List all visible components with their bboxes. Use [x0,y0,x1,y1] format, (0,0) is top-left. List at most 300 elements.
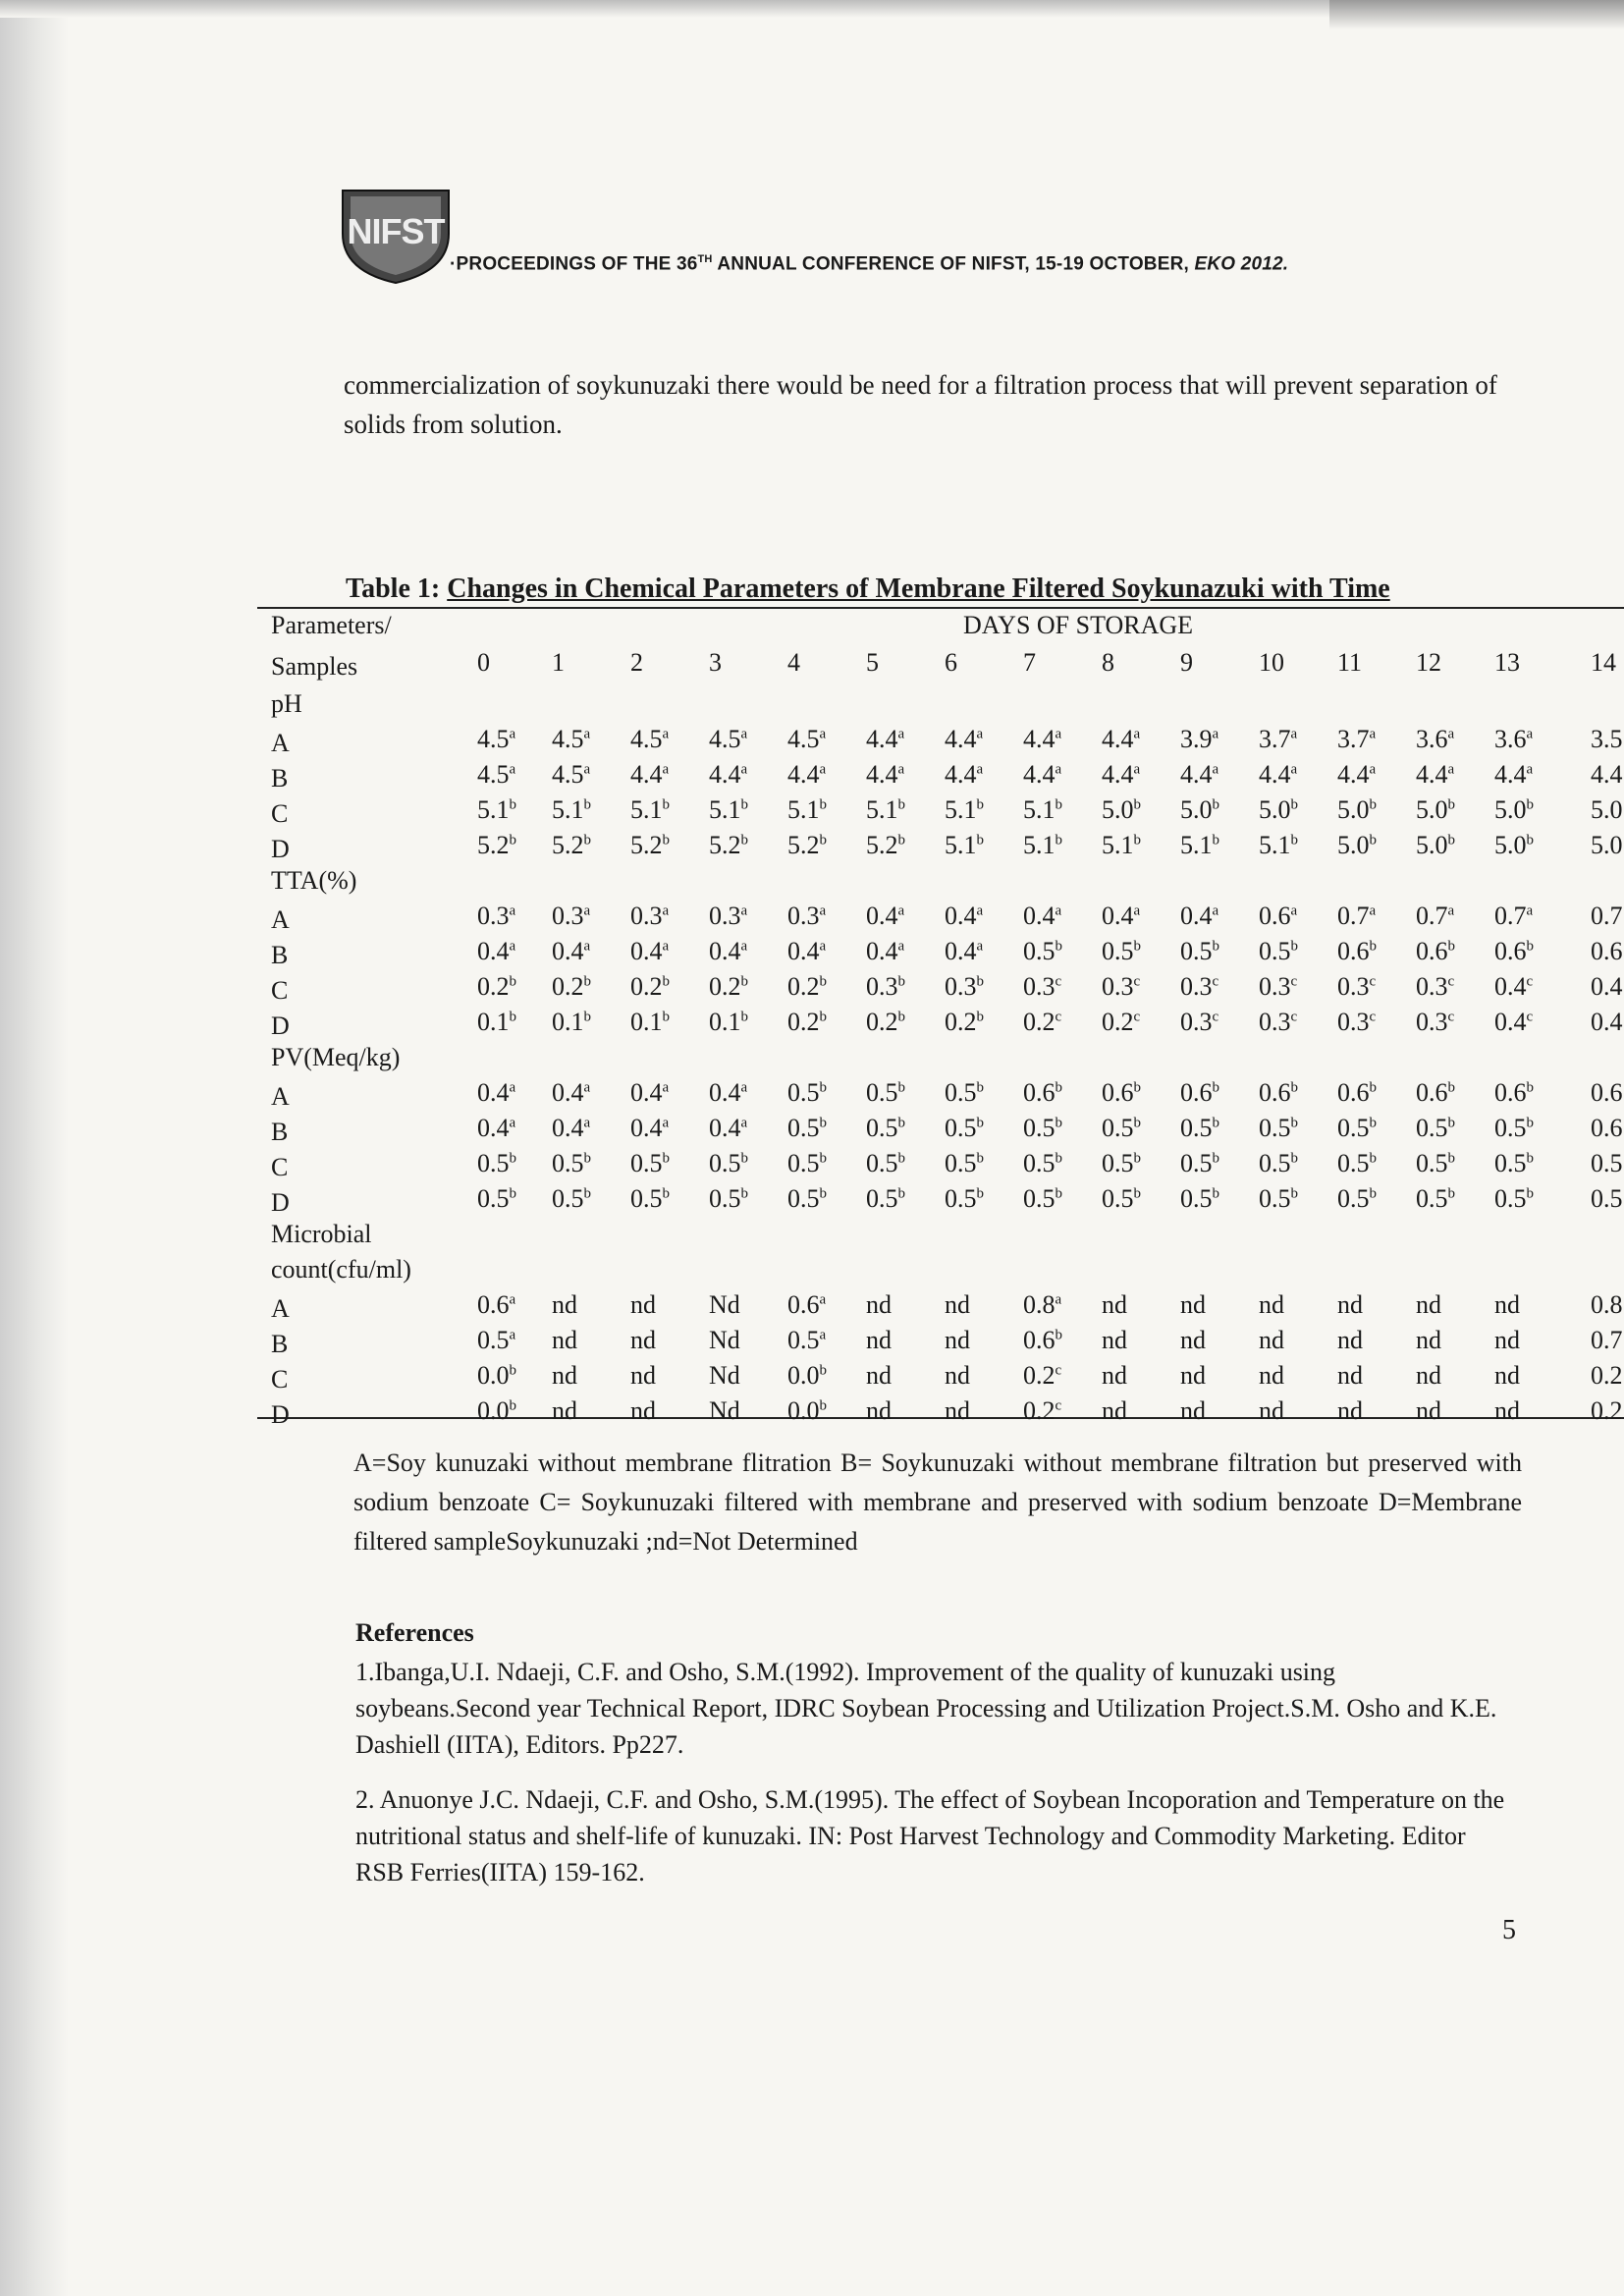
sample-label: B [271,1118,289,1146]
cell-superscript: b [509,832,516,848]
cell-superscript: b [740,1185,748,1202]
cell-superscript: a [509,761,516,778]
cell-superscript: b [1290,832,1298,848]
sample-label: D [271,835,290,863]
cell-value: 0.3 [1180,1008,1213,1036]
cell-value: 0.4 [1102,902,1134,930]
cell-value: 0.7 [1416,902,1448,930]
cell-value: nd [1259,1396,1284,1425]
table-cell [945,1149,984,1178]
cell-superscript: a [1526,726,1534,742]
cell-value: 4.4 [1180,760,1213,789]
group-label: PV(Meq/kg) [271,1043,401,1071]
table-cell [1023,1184,1062,1214]
cell-superscript: a [1290,902,1298,919]
table-cell [1102,1078,1141,1108]
table-cell [709,760,747,790]
cell-value: nd [866,1361,892,1390]
cell-superscript: a [1290,761,1298,778]
cell-value: 0.5 [945,1184,977,1213]
cell-superscript: b [740,796,748,813]
table-cell [552,1008,591,1037]
cell-value: nd [866,1326,892,1354]
cell-superscript: b [509,796,516,813]
cell-superscript: b [1212,1185,1219,1202]
table-cell [1337,1149,1377,1178]
cell-superscript: b [897,973,905,990]
cell-superscript: b [662,1009,670,1025]
table-cell [1180,725,1218,754]
cell-superscript: c [1212,973,1219,990]
table-cell [477,1078,515,1108]
cell-value: nd [945,1361,970,1390]
cell-superscript: b [1212,1150,1219,1167]
cell-superscript: b [819,1397,827,1414]
table-cell [1416,1184,1455,1214]
table-cell [1259,1078,1298,1108]
cell-superscript: c [1369,973,1377,990]
table-cell [552,795,591,825]
table-cell [709,902,747,931]
cell-superscript: a [819,1291,827,1308]
table-cell [945,902,983,931]
table-cell [552,831,591,860]
cell-value: 0.3 [1337,1008,1370,1036]
cell-value: 0.5 [1180,1114,1213,1142]
scan-corner-shadow [1329,0,1624,29]
table-cell [866,1184,905,1214]
table-cell [1023,1326,1062,1355]
table-cell [630,760,669,790]
table-cell [1494,1008,1533,1037]
table-cell [1416,1008,1454,1037]
table-cell [866,937,904,966]
reference-2: 2. Anuonye J.C. Ndaeji, C.F. and Osho, S.M.(1995). The effect of Soybean Incoporation and Temperature on the nutritional status and shelf-life of kunuzaki. IN: Post Harvest Technology and Commodity Marketing. Editor RSB Ferries(IITA) 159-162. [355,1785,1505,1886]
cell-value: 0.5 [1591,1149,1623,1177]
table-cell [552,1184,591,1214]
day-label: 4 [787,648,800,677]
day-label: 6 [945,648,957,677]
cell-value: 0.4 [945,902,977,930]
table-cell [1591,1008,1623,1037]
cell-superscript: b [1133,796,1141,813]
table-cell [1337,1184,1377,1214]
table-cell [630,1326,656,1355]
cell-value: 0.5 [477,1184,510,1213]
table-cell [709,1361,740,1391]
table-cell [1591,1290,1623,1320]
table-cell [1494,1326,1520,1355]
cell-value: 4.5 [477,760,510,789]
cell-superscript: b [583,1185,591,1202]
cell-value: 0.2 [1591,1396,1623,1425]
cell-value: 4.4 [866,760,898,789]
cell-value: 0.4 [477,937,510,965]
cell-value: 0.2 [709,972,741,1001]
cell-value: 5.0 [1416,795,1448,824]
table-cell [1023,725,1061,754]
sample-label: D [271,1400,290,1429]
cell-value: nd [1416,1326,1441,1354]
cell-superscript: b [740,832,748,848]
cell-superscript: b [509,1397,516,1414]
cell-value: 0.6 [1180,1078,1213,1107]
cell-superscript: b [1133,832,1141,848]
cell-superscript: b [583,796,591,813]
table-cell [1494,1361,1520,1391]
table-cell [1180,1396,1206,1426]
cell-value: 0.7 [1494,902,1527,930]
cell-superscript: c [1526,1009,1534,1025]
cell-superscript: c [1133,1009,1141,1025]
table-cell [1591,937,1623,966]
cell-value: nd [1494,1361,1520,1390]
cell-value: 4.4 [945,760,977,789]
cell-value: 0.6 [1337,1078,1370,1107]
cell-value: 0.5 [945,1114,977,1142]
table-cell [1416,902,1454,931]
table-cell [787,1008,827,1037]
cell-value: 0.2 [787,972,820,1001]
cell-superscript: b [897,1115,905,1131]
cell-value: 0.4 [477,1114,510,1142]
table-cell [1180,760,1218,790]
table-cell [1494,760,1533,790]
cell-superscript: b [1369,1185,1377,1202]
cell-value: 0.5 [945,1149,977,1177]
day-label: 12 [1416,648,1441,677]
cell-superscript: b [976,973,984,990]
cell-value: 0.4 [1023,902,1056,930]
cell-value: 0.5 [1180,937,1213,965]
cell-value: 0.6 [1416,1078,1448,1107]
cell-superscript: a [897,726,905,742]
table-cell [1023,831,1062,860]
cell-superscript: b [1055,938,1062,955]
sample-label: D [271,1011,290,1040]
cell-superscript: b [1526,1185,1534,1202]
table-cell [709,1149,748,1178]
cell-value: 0.5 [1494,1149,1527,1177]
conference-header [450,253,1288,275]
cell-superscript: a [740,938,748,955]
table-cell [1180,1008,1218,1037]
table-cell [1102,1184,1141,1214]
table-cell [1416,760,1454,790]
table-cell [709,1184,748,1214]
cell-superscript: b [509,1150,516,1167]
table-cell [1102,795,1141,825]
cell-superscript: b [1447,938,1455,955]
cell-value: 5.0 [1591,795,1623,824]
cell-value: 5.1 [1023,795,1056,824]
cell-value: 0.4 [945,937,977,965]
cell-value: 0.4 [630,1114,663,1142]
svg-text:NIFST: NIFST [347,211,445,251]
cell-value: nd [1416,1396,1441,1425]
table-cell [709,795,748,825]
sample-label: A [271,1294,290,1323]
cell-superscript: a [976,726,984,742]
table-cell [1416,972,1454,1002]
cell-value: 5.2 [866,831,898,859]
table-cell [1102,1008,1140,1037]
cell-value: 5.0 [1337,795,1370,824]
table-cell [1494,902,1533,931]
cell-value: 0.0 [787,1361,820,1390]
cell-superscript: a [819,902,827,919]
cell-superscript: b [976,1185,984,1202]
cell-value: 0.2 [945,1008,977,1036]
cell-value: 0.3 [945,972,977,1001]
cell-value: 0.5 [630,1149,663,1177]
cell-superscript: b [1212,796,1219,813]
cell-superscript: a [583,1079,591,1096]
cell-value: 4.5 [709,725,741,753]
cell-value: 5.0 [1180,795,1213,824]
cell-value: 5.0 [1591,831,1623,859]
table-cell [1259,1326,1284,1355]
cell-value: 0.5 [1102,1149,1134,1177]
cell-value: nd [552,1361,577,1390]
cell-value: 0.2 [1023,1008,1056,1036]
table-cell [1023,902,1061,931]
cell-superscript: b [740,1009,748,1025]
table-cell [787,937,826,966]
table-cell [1337,760,1376,790]
cell-value: 0.3 [1416,1008,1448,1036]
cell-superscript: b [1290,1185,1298,1202]
cell-superscript: b [897,1009,905,1025]
cell-value: 0.5 [1337,1149,1370,1177]
table-cell [1494,937,1534,966]
cell-value: 0.1 [709,1008,741,1036]
table-cell [1180,1078,1219,1108]
cell-superscript: a [583,902,591,919]
table-cell [1259,1008,1297,1037]
table-cell [1102,937,1141,966]
cell-value: nd [1180,1396,1206,1425]
table-cell [866,1326,892,1355]
cell-value: 0.3 [1102,972,1134,1001]
table-cell [866,902,904,931]
cell-superscript: a [1290,726,1298,742]
cell-superscript: a [819,761,827,778]
cell-value: 0.5 [1259,1184,1291,1213]
cell-superscript: b [1447,1079,1455,1096]
cell-superscript: b [509,1009,516,1025]
cell-value: 0.5 [866,1184,898,1213]
cell-superscript: a [740,761,748,778]
cell-value: 0.5 [866,1078,898,1107]
cell-superscript: b [583,1150,591,1167]
cell-value: 0.6 [1259,1078,1291,1107]
cell-value: 5.2 [709,831,741,859]
cell-value: nd [1180,1290,1206,1319]
cell-superscript: b [819,1115,827,1131]
cell-superscript: a [819,938,827,955]
cell-superscript: a [1369,726,1377,742]
cell-superscript: b [1055,796,1062,813]
cell-value: 0.2 [477,972,510,1001]
table-cell [1337,972,1376,1002]
cell-value: 0.6 [1337,937,1370,965]
cell-superscript: b [1212,1115,1219,1131]
cell-value: 0.6 [1591,1114,1623,1142]
cell-value: Nd [709,1396,740,1425]
cell-value: 0.3 [1337,972,1370,1001]
cell-value: 0.5 [1259,1114,1291,1142]
cell-superscript: a [1447,761,1455,778]
table-cell [477,902,515,931]
table-cell [1259,1396,1284,1426]
cell-superscript: b [1447,1115,1455,1131]
cell-superscript: a [740,1079,748,1096]
cell-superscript: b [509,1362,516,1379]
day-label: 14 [1591,648,1616,677]
cell-value: 0.6 [1494,1078,1527,1107]
table-cell [552,937,590,966]
cell-value: 0.5 [1259,1149,1291,1177]
table-cell [1180,972,1218,1002]
cell-superscript: b [897,1185,905,1202]
table-cell [1023,1396,1061,1426]
table-cell [945,972,984,1002]
cell-value: 0.4 [1591,1008,1623,1036]
table-cell [1259,795,1298,825]
table-cell [552,760,590,790]
cell-value: 0.5 [866,1149,898,1177]
cell-superscript: b [1212,1079,1219,1096]
table-cell [630,1008,670,1037]
cell-value: Nd [709,1326,740,1354]
cell-superscript: b [1055,1185,1062,1202]
cell-value: nd [866,1396,892,1425]
cell-value: 0.8 [1023,1290,1056,1319]
cell-value: 0.5 [1180,1184,1213,1213]
table-cell [1259,937,1298,966]
cell-value: 0.3 [1416,972,1448,1001]
cell-value: 5.0 [1259,795,1291,824]
cell-value: 0.6 [1416,937,1448,965]
day-label: 9 [1180,648,1193,677]
cell-superscript: c [1055,1397,1062,1414]
table-cell [630,725,669,754]
cell-value: 4.4 [1102,725,1134,753]
cell-superscript: a [583,726,591,742]
cell-value: 4.4 [1023,725,1056,753]
cell-value: 0.4 [552,937,584,965]
cell-value: 0.4 [630,937,663,965]
table-cell [787,1290,826,1320]
cell-superscript: b [740,1150,748,1167]
cell-superscript: b [1447,1150,1455,1167]
cell-value: 0.5 [787,1114,820,1142]
table-cell [477,1290,515,1320]
cell-value: 0.2 [1102,1008,1134,1036]
table-cell [630,937,669,966]
cell-superscript: a [662,902,670,919]
cell-value: 4.4 [1337,760,1370,789]
header-italic: EKO 2012. [1194,253,1289,275]
cell-superscript: b [976,1150,984,1167]
cell-superscript: a [662,726,670,742]
cell-value: 0.3 [866,972,898,1001]
cell-value: nd [630,1290,656,1319]
cell-value: 0.2 [630,972,663,1001]
cell-superscript: a [740,1115,748,1131]
cell-value: 0.6 [1259,902,1291,930]
cell-value: 4.4 [1591,760,1623,789]
cell-superscript: b [1526,832,1534,848]
cell-value: nd [1102,1326,1127,1354]
cell-value: 0.5 [787,1149,820,1177]
table-cell [552,1114,590,1143]
cell-value: 4.4 [1259,760,1291,789]
table-cell [630,1149,670,1178]
cell-superscript: c [1055,1009,1062,1025]
cell-superscript: a [583,938,591,955]
cell-superscript: b [1290,1115,1298,1131]
cell-value: 0.4 [1591,972,1623,1001]
cell-value: 0.0 [787,1396,820,1425]
cell-superscript: a [662,938,670,955]
table-cell [1337,1078,1377,1108]
cell-superscript: b [1133,1079,1141,1096]
header-days-of-storage: DAYS OF STORAGE [963,611,1194,639]
cell-superscript: b [819,832,827,848]
table-cell [1591,902,1623,931]
cell-value: 4.4 [787,760,820,789]
table-cell [1180,902,1218,931]
cell-superscript: b [1133,1150,1141,1167]
cell-value: nd [1494,1396,1520,1425]
cell-value: 0.4 [787,937,820,965]
cell-superscript: b [1212,832,1219,848]
cell-value: 0.2 [866,1008,898,1036]
table-cell [1023,1114,1062,1143]
cell-superscript: b [1290,1079,1298,1096]
cell-value: nd [1416,1361,1441,1390]
table-cell [630,902,669,931]
cell-value: 0.5 [1494,1184,1527,1213]
sample-label: A [271,1082,290,1111]
cell-value: 0.4 [866,937,898,965]
cell-value: 0.3 [1259,972,1291,1001]
table-cell [1416,1361,1441,1391]
table-cell [1591,1149,1623,1178]
cell-superscript: a [976,761,984,778]
cell-value: 0.3 [1180,972,1213,1001]
table-cell [1259,1149,1298,1178]
cell-value: nd [1259,1290,1284,1319]
cell-value: 0.8 [1591,1290,1623,1319]
cell-value: nd [630,1361,656,1390]
table-cell [787,972,827,1002]
cell-value: 0.5 [787,1078,820,1107]
table-cell [1259,1361,1284,1391]
cell-superscript: b [509,973,516,990]
table-cell [552,1078,590,1108]
cell-value: 0.3 [787,902,820,930]
cell-superscript: b [1369,1115,1377,1131]
references-heading: References [355,1618,474,1647]
cell-superscript: a [1369,902,1377,919]
cell-superscript: b [1447,832,1455,848]
table-cell [787,902,826,931]
cell-superscript: b [1447,1185,1455,1202]
group-label: TTA(%) [271,866,357,895]
